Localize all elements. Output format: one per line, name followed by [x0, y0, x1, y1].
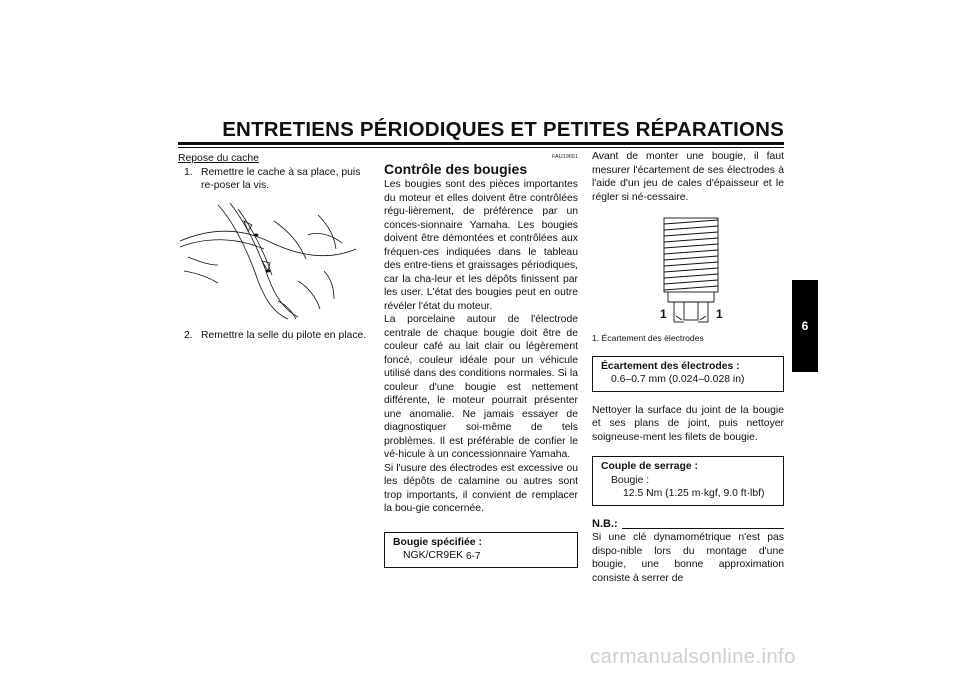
torque-value: 12.5 Nm (1.25 m·kgf, 9.0 ft·lbf)	[623, 488, 765, 499]
step-1	[184, 166, 368, 193]
cover-illustration	[178, 201, 358, 323]
step-number: 2.	[184, 329, 193, 341]
page-number: 6-7	[466, 551, 481, 562]
callout-left: 1	[660, 307, 667, 321]
step-2	[184, 329, 368, 343]
paragraph-1: Les bougies sont des pièces importantes du moteur et elles doivent être contrôlées régu-lièrement, de préférence par un conces-sionnaire Yamaha. Les bougies doivent être démontées et contrôlées aux fréquen-ces indiquées dans le tableau des entre-tiens et graissages périodiques, car la cha-leur et les dépôts finissent par les user. L'état des bougies peut en outre révéler l'état du moteur.	[384, 179, 578, 312]
left-column	[178, 150, 368, 342]
step-text: Remettre le cache à sa place, puis re-poser la vis.	[201, 166, 361, 191]
figure-caption: 1. Écartement des électrodes	[592, 333, 704, 343]
page-title: ENTRETIENS PÉRIODIQUES ET PETITES RÉPARATIONS	[222, 118, 784, 141]
nb-title: N.B.:	[592, 517, 618, 530]
paragraph-gap: Avant de monter une bougie, il faut mesurer l'écartement de ses électrodes à l'aide d'un jeu de cales d'épaisseur et le régler si né-cessaire.	[592, 151, 784, 203]
nb-rule	[622, 528, 784, 529]
paragraph-2: La porcelaine autour de l'électrode centrale de chaque bougie doit être de couleur café au lait clair ou légèrement foncé, couleur idéale pour un véhicule utilisé dans des conditions normales. Si la couleur d'une bougie est nettement différente, le moteur pourrait présenter une anomalie. Ne jamais essayer de diagnostiquer soi-même de tels problèmes. Il est préférable de confier le vé-hicule à un concessionnaire Yamaha.	[384, 314, 578, 460]
torque-item: Bougie :	[611, 474, 650, 486]
nb-text: Si une clé dynamométrique n'est pas dispo-nible lors du montage d'une bougie, une bonne approximation consiste à serrer de	[592, 532, 784, 584]
chapter-tab: 6	[792, 280, 818, 372]
spec-value: NGK/CR9EK	[403, 550, 464, 561]
section-title: Contrôle des bougies	[384, 160, 528, 177]
spec-label: Bougie spécifiée :	[393, 536, 482, 548]
step-number: 1.	[184, 166, 193, 178]
watermark: carmanualsonline.info	[590, 645, 796, 668]
gap-label: Écartement des électrodes :	[601, 360, 740, 372]
step-text: Remettre la selle du pilote en place.	[201, 329, 367, 341]
torque-label: Couple de serrage :	[601, 461, 699, 472]
spec-box-torque	[592, 456, 784, 506]
reference-code: FAU19651	[552, 154, 578, 160]
spark-plug-illustration	[592, 212, 784, 330]
header-rule-thick	[178, 142, 784, 145]
gap-value: 0.6–0.7 mm (0.024–0.028 in)	[611, 374, 745, 385]
subheading-repose: Repose du cache	[178, 153, 259, 164]
spec-box-gap	[592, 356, 784, 392]
middle-column	[384, 150, 578, 568]
nb-heading	[592, 518, 784, 532]
spark-plug-figure	[592, 212, 784, 330]
callout-right: 1	[716, 307, 723, 321]
spec-box-plug	[384, 532, 578, 568]
right-column	[592, 150, 784, 585]
paragraph-3: Si l'usure des électrodes est excessive ou les dépôts de calamine ou autres sont trop importants, il convient de remplacer la bou-gie concernée.	[384, 462, 578, 514]
paragraph-clean: Nettoyer la surface du joint de la bougie et ses plans de joint, puis nettoyer soigneuse-ment les filets de bougie.	[592, 404, 784, 443]
header-rule-thin	[178, 147, 784, 148]
